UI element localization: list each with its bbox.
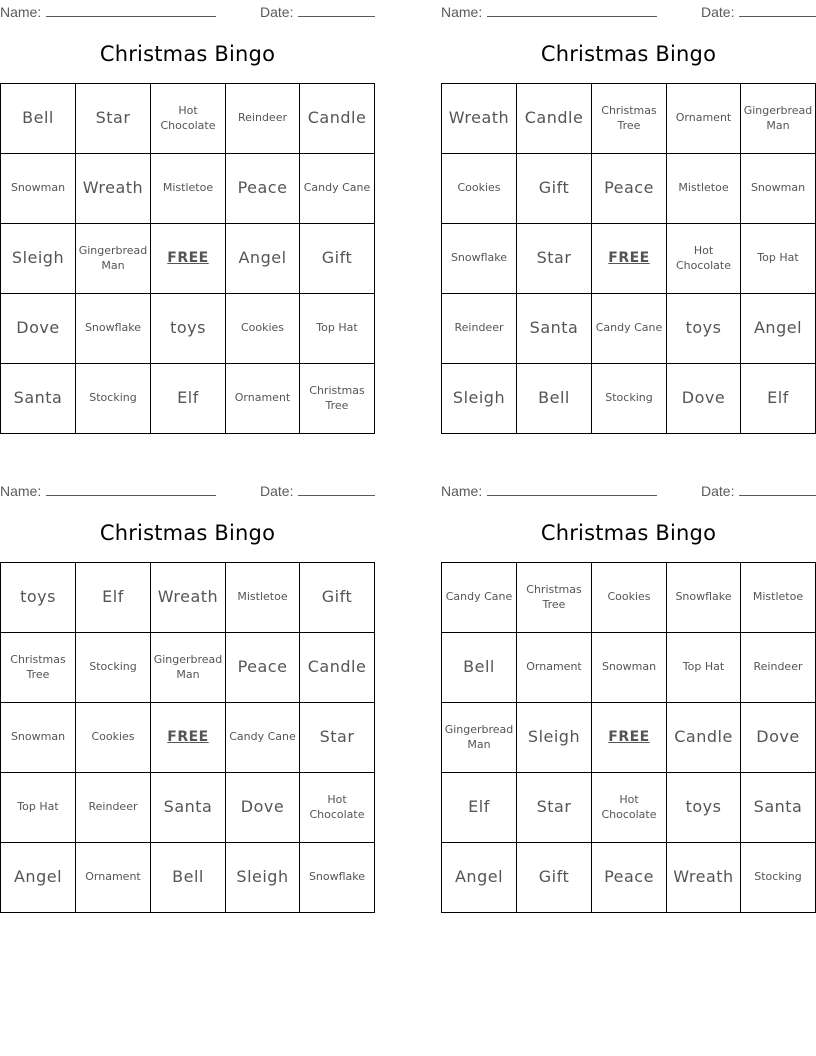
bingo-cell-label: Bell <box>463 657 495 677</box>
bingo-cell[interactable] <box>442 703 517 773</box>
bingo-cell[interactable] <box>1 703 76 773</box>
bingo-cell[interactable] <box>517 84 592 154</box>
bingo-cell[interactable] <box>76 703 151 773</box>
bingo-cell[interactable] <box>76 563 151 633</box>
bingo-cell[interactable] <box>592 563 667 633</box>
bingo-cell[interactable] <box>667 154 741 224</box>
bingo-cell[interactable] <box>741 843 816 913</box>
bingo-cell-label: Reindeer <box>88 800 138 814</box>
bingo-cell-label: Peace <box>237 178 288 198</box>
name-label: Name: <box>0 4 42 20</box>
bingo-cell[interactable] <box>151 633 226 703</box>
name-label: Name: <box>441 4 483 20</box>
bingo-cell[interactable] <box>226 364 300 434</box>
free-space-cell[interactable] <box>151 224 226 294</box>
bingo-cell-label: Star <box>536 797 572 817</box>
bingo-cell[interactable] <box>667 84 741 154</box>
bingo-cell[interactable] <box>442 84 517 154</box>
bingo-cell-label: Candy Cane <box>445 590 513 604</box>
bingo-cell[interactable] <box>517 703 592 773</box>
bingo-cell-label: Snowflake <box>84 321 142 335</box>
bingo-cell-label: Dove <box>16 318 60 338</box>
bingo-cell[interactable] <box>442 563 517 633</box>
bingo-cell-label: Peace <box>237 657 288 677</box>
bingo-cell-label: Santa <box>753 797 803 817</box>
bingo-cell[interactable] <box>300 224 375 294</box>
bingo-cell-label: Angel <box>13 867 63 887</box>
bingo-cell[interactable] <box>741 633 816 703</box>
name-blank-line[interactable] <box>487 481 657 496</box>
bingo-cell[interactable] <box>151 773 226 843</box>
bingo-cell-label: Christmas Tree <box>10 653 66 681</box>
bingo-cell[interactable] <box>151 843 226 913</box>
bingo-cell-label: Top Hat <box>757 251 799 265</box>
bingo-cell-label: Mistletoe <box>752 590 804 604</box>
bingo-cell[interactable] <box>1 633 76 703</box>
bingo-cell[interactable] <box>592 364 667 434</box>
bingo-cell-label: Hot Chocolate <box>675 244 732 272</box>
bingo-cell-label: FREE <box>167 250 209 267</box>
card-title: Christmas Bingo <box>99 42 276 66</box>
bingo-cell-label: Santa <box>529 318 579 338</box>
bingo-cell-label: Snowflake <box>308 870 366 884</box>
bingo-cell[interactable] <box>76 294 151 364</box>
bingo-cell-label: Candy Cane <box>229 730 296 744</box>
name-blank-line[interactable] <box>46 2 216 17</box>
bingo-cell-label: Snowman <box>10 730 66 744</box>
bingo-cell-label: Ornament <box>234 391 291 405</box>
bingo-cell[interactable] <box>517 843 592 913</box>
bingo-cell[interactable] <box>442 154 517 224</box>
bingo-cell[interactable] <box>76 84 151 154</box>
bingo-cell-label: Cookies <box>457 181 501 195</box>
bingo-cell-label: Dove <box>681 388 726 408</box>
date-blank-line[interactable] <box>739 2 816 17</box>
bingo-cell-label: Dove <box>240 797 285 817</box>
date-label: Date: <box>260 4 294 20</box>
bingo-cell[interactable] <box>592 633 667 703</box>
bingo-cell-label: Star <box>95 108 131 128</box>
bingo-cell-label: Bell <box>172 867 204 887</box>
bingo-cell[interactable] <box>226 703 300 773</box>
card-header <box>0 2 375 20</box>
bingo-cell-label: Mistletoe <box>678 181 729 195</box>
bingo-cell[interactable] <box>517 224 592 294</box>
bingo-cell[interactable] <box>300 633 375 703</box>
bingo-cell-label: Candy Cane <box>595 321 663 335</box>
date-label: Date: <box>260 483 294 499</box>
bingo-cell[interactable] <box>517 154 592 224</box>
bingo-cell-label: Ornament <box>526 660 582 674</box>
bingo-cell-label: Christmas Tree <box>601 104 657 132</box>
card-header <box>441 2 816 20</box>
bingo-cell[interactable] <box>667 364 741 434</box>
bingo-cell[interactable] <box>667 563 741 633</box>
bingo-cell-label: Top Hat <box>682 660 725 674</box>
bingo-cell-label: Gingerbread Man <box>444 723 514 751</box>
bingo-cell-label: Santa <box>13 388 63 408</box>
bingo-cell-label: Peace <box>604 178 654 198</box>
bingo-cell[interactable] <box>592 84 667 154</box>
name-blank-line[interactable] <box>46 481 216 496</box>
bingo-cell-label: Reindeer <box>753 660 803 674</box>
bingo-cell[interactable] <box>226 294 300 364</box>
date-blank-line[interactable] <box>298 481 375 496</box>
bingo-cell-label: Elf <box>102 587 124 607</box>
date-field[interactable] <box>260 481 375 499</box>
bingo-cell[interactable] <box>741 154 816 224</box>
bingo-cell[interactable] <box>667 703 741 773</box>
name-field[interactable] <box>441 481 657 499</box>
bingo-cell[interactable] <box>151 563 226 633</box>
bingo-cell-label: Star <box>319 727 355 747</box>
bingo-cell-label: Snowflake <box>675 590 732 604</box>
bingo-cell-label: Wreath <box>157 587 219 607</box>
bingo-cell-label: Stocking <box>89 660 137 674</box>
bingo-cell-label: Stocking <box>605 391 653 405</box>
bingo-cell-label: Ornament <box>85 870 141 884</box>
bingo-cell-label: Sleigh <box>11 248 65 268</box>
bingo-cell[interactable] <box>1 84 76 154</box>
bingo-grid <box>0 83 375 434</box>
bingo-cell[interactable] <box>517 633 592 703</box>
bingo-cell[interactable] <box>300 563 375 633</box>
bingo-cell[interactable] <box>442 773 517 843</box>
bingo-cell[interactable] <box>741 563 816 633</box>
free-space-cell[interactable] <box>151 703 226 773</box>
bingo-cell-label: Christmas Tree <box>526 583 582 611</box>
bingo-cell-label: Gift <box>538 178 570 198</box>
bingo-cell-label: Reindeer <box>454 321 504 335</box>
bingo-cell-label: Gift <box>538 867 570 887</box>
bingo-cell-label: Ornament <box>675 111 732 125</box>
bingo-cell-label: Reindeer <box>238 111 287 125</box>
card-header <box>441 481 816 499</box>
bingo-cell[interactable] <box>517 563 592 633</box>
bingo-cell[interactable] <box>151 84 226 154</box>
bingo-cell-label: Candle <box>307 657 367 677</box>
bingo-grid <box>441 83 816 434</box>
bingo-cell[interactable] <box>442 843 517 913</box>
bingo-cell-label: Candle <box>674 727 733 747</box>
bingo-cell-label: FREE <box>608 729 650 746</box>
bingo-cell-label: toys <box>685 797 722 817</box>
bingo-cell-label: Snowman <box>10 181 66 195</box>
bingo-cell-label: Dove <box>756 727 800 747</box>
bingo-cell-label: Hot Chocolate <box>160 104 216 132</box>
bingo-cell[interactable] <box>667 633 741 703</box>
bingo-cell-label: Angel <box>454 867 504 887</box>
bingo-cell[interactable] <box>741 294 816 364</box>
bingo-cell-label: Mistletoe <box>162 181 214 195</box>
bingo-cell[interactable] <box>226 154 300 224</box>
bingo-cell-label: Wreath <box>82 178 144 198</box>
name-label: Name: <box>0 483 42 499</box>
bingo-cell[interactable] <box>592 294 667 364</box>
bingo-grid <box>0 562 375 913</box>
bingo-cell[interactable] <box>1 364 76 434</box>
bingo-cell-label: FREE <box>608 250 650 267</box>
bingo-cell[interactable] <box>226 633 300 703</box>
bingo-cell[interactable] <box>1 154 76 224</box>
bingo-cell[interactable] <box>517 364 592 434</box>
card-title: Christmas Bingo <box>99 521 276 545</box>
bingo-cell-label: Top Hat <box>17 800 59 814</box>
bingo-cell[interactable] <box>741 84 816 154</box>
bingo-cell-label: Gingerbread Man <box>78 244 148 272</box>
bingo-cell-label: Gingerbread Man <box>743 104 813 132</box>
bingo-cell-label: toys <box>170 318 206 338</box>
bingo-cell-label: Hot Chocolate <box>601 793 657 821</box>
bingo-cell-label: FREE <box>167 729 209 746</box>
bingo-cell-label: Wreath <box>673 867 734 887</box>
name-blank-line[interactable] <box>487 2 657 17</box>
bingo-cell-label: Elf <box>177 388 199 408</box>
date-field[interactable] <box>701 2 816 20</box>
bingo-cell[interactable] <box>76 154 151 224</box>
bingo-cell-label: Cookies <box>607 590 651 604</box>
card-title: Christmas Bingo <box>540 42 717 66</box>
bingo-cell[interactable] <box>1 773 76 843</box>
bingo-cell[interactable] <box>442 633 517 703</box>
bingo-cell[interactable] <box>226 843 300 913</box>
name-field[interactable] <box>0 481 216 499</box>
bingo-cell-label: Snowman <box>601 660 657 674</box>
bingo-grid <box>441 562 816 913</box>
bingo-cell[interactable] <box>76 224 151 294</box>
bingo-cell-label: Candle <box>524 108 584 128</box>
bingo-cell[interactable] <box>151 154 226 224</box>
date-field[interactable] <box>260 2 375 20</box>
bingo-cell-label: Sleigh <box>236 867 289 887</box>
bingo-cell-label: Stocking <box>89 391 137 405</box>
bingo-cell[interactable] <box>226 773 300 843</box>
bingo-cell[interactable] <box>151 294 226 364</box>
bingo-cell-label: Mistletoe <box>237 590 288 604</box>
bingo-cell[interactable] <box>151 364 226 434</box>
bingo-cell-label: Elf <box>767 388 789 408</box>
bingo-cell[interactable] <box>300 154 375 224</box>
bingo-cell[interactable] <box>667 773 741 843</box>
bingo-cell-label: Candy Cane <box>303 181 371 195</box>
date-label: Date: <box>701 483 735 499</box>
bingo-cell[interactable] <box>667 224 741 294</box>
bingo-cell[interactable] <box>1 843 76 913</box>
free-space-cell[interactable] <box>592 703 667 773</box>
bingo-cell[interactable] <box>300 703 375 773</box>
bingo-cell[interactable] <box>442 224 517 294</box>
bingo-cell-label: Bell <box>22 108 54 128</box>
bingo-cell-label: Top Hat <box>316 321 358 335</box>
bingo-cell[interactable] <box>517 773 592 843</box>
bingo-cell-label: Wreath <box>448 108 510 128</box>
bingo-cell-label: Star <box>536 248 572 268</box>
bingo-cell[interactable] <box>667 843 741 913</box>
bingo-cell-label: Peace <box>604 867 654 887</box>
bingo-cell[interactable] <box>741 703 816 773</box>
bingo-cell[interactable] <box>442 294 517 364</box>
bingo-cell[interactable] <box>300 843 375 913</box>
bingo-cell[interactable] <box>76 843 151 913</box>
bingo-cell[interactable] <box>517 294 592 364</box>
bingo-cell[interactable] <box>667 294 741 364</box>
bingo-cell-label: Elf <box>468 797 490 817</box>
bingo-cell[interactable] <box>76 633 151 703</box>
card-title: Christmas Bingo <box>540 521 717 545</box>
card-header <box>0 481 375 499</box>
bingo-cell[interactable] <box>1 224 76 294</box>
bingo-cell-label: Bell <box>538 388 570 408</box>
bingo-cell-label: Angel <box>238 248 287 268</box>
bingo-cell-label: Hot Chocolate <box>309 793 365 821</box>
bingo-cell-label: Angel <box>753 318 803 338</box>
bingo-cell[interactable] <box>1 294 76 364</box>
bingo-cell-label: Sleigh <box>527 727 581 747</box>
bingo-cell-label: Santa <box>163 797 213 817</box>
bingo-cell[interactable] <box>76 364 151 434</box>
date-field[interactable] <box>701 481 816 499</box>
bingo-cell[interactable] <box>300 84 375 154</box>
bingo-cell-label: toys <box>20 587 56 607</box>
name-field[interactable] <box>0 2 216 20</box>
bingo-cell[interactable] <box>300 364 375 434</box>
bingo-cell[interactable] <box>442 364 517 434</box>
date-blank-line[interactable] <box>739 481 816 496</box>
bingo-cell-label: Christmas Tree <box>309 384 365 412</box>
bingo-cell[interactable] <box>300 294 375 364</box>
bingo-cell[interactable] <box>592 773 667 843</box>
bingo-cell-label: toys <box>685 318 722 338</box>
bingo-cell-label: Stocking <box>754 870 802 884</box>
date-blank-line[interactable] <box>298 2 375 17</box>
bingo-cell-label: Cookies <box>91 730 135 744</box>
bingo-cell[interactable] <box>741 224 816 294</box>
date-label: Date: <box>701 4 735 20</box>
bingo-cell[interactable] <box>226 84 300 154</box>
bingo-cell-label: Gift <box>321 587 353 607</box>
bingo-cell-label: Gingerbread Man <box>153 653 223 681</box>
bingo-cell[interactable] <box>226 224 300 294</box>
bingo-cell[interactable] <box>741 364 816 434</box>
bingo-cell[interactable] <box>592 843 667 913</box>
bingo-cell-label: Candle <box>307 108 367 128</box>
bingo-cell[interactable] <box>741 773 816 843</box>
bingo-cell[interactable] <box>76 773 151 843</box>
bingo-cell[interactable] <box>592 154 667 224</box>
free-space-cell[interactable] <box>592 224 667 294</box>
bingo-cell[interactable] <box>300 773 375 843</box>
bingo-cell-label: Cookies <box>240 321 285 335</box>
bingo-cell-label: Gift <box>321 248 353 268</box>
bingo-cell-label: Sleigh <box>452 388 506 408</box>
bingo-cell[interactable] <box>226 563 300 633</box>
name-label: Name: <box>441 483 483 499</box>
bingo-cell[interactable] <box>1 563 76 633</box>
bingo-cell-label: Snowflake <box>450 251 508 265</box>
name-field[interactable] <box>441 2 657 20</box>
bingo-cell-label: Snowman <box>750 181 806 195</box>
